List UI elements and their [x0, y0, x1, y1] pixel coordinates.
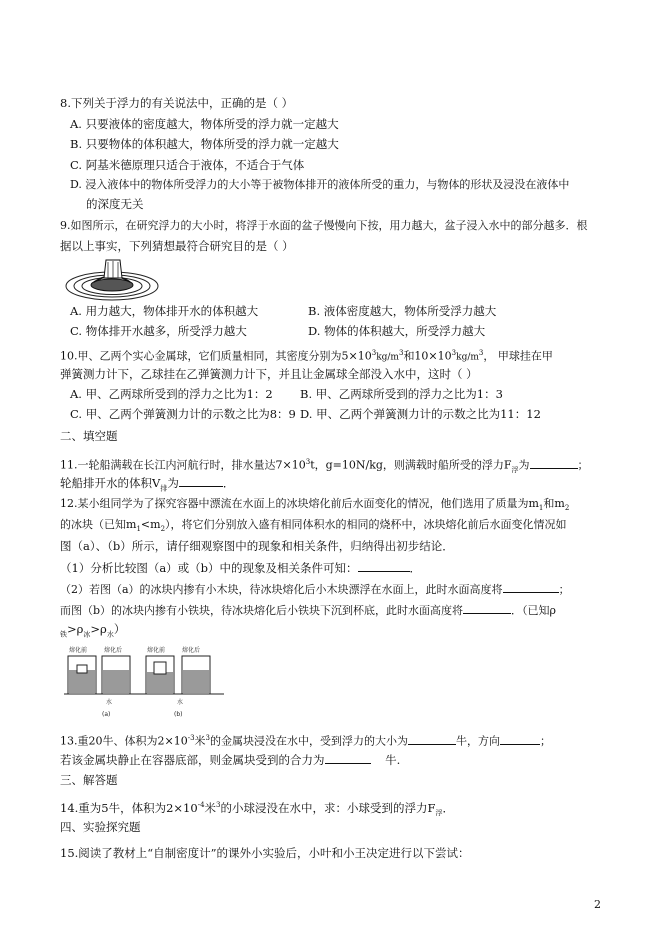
q13-line1: 13.重20牛、体积为$2\times 10^{-3}$米$^3$的金属块浸没在水中，受到浮力的大小为 牛，方向 ；: [60, 730, 551, 750]
q11-blank-buoyancy[interactable]: [530, 456, 578, 469]
ice-melting-figure: [64, 644, 224, 720]
q13-blank-buoyancy[interactable]: [408, 732, 456, 745]
q8-option-d-cont: 的深度无关: [86, 197, 144, 211]
q13-blank-resultant[interactable]: [325, 751, 371, 764]
fig-label-water-b: 水: [177, 699, 184, 706]
fig-label-a-before: 熔化前: [69, 647, 88, 654]
fig-label-a-after: 熔化后: [104, 647, 123, 654]
q8-option-c: C. 阿基米德原理只适合于液体，不适合于气体: [70, 158, 305, 172]
fig-label-b-after: 熔化后: [182, 647, 201, 654]
q9-stem: 9.如图所示，在研究浮力的大小时，将浮于水面的盆子慢慢向下按，用力越大，盆子浸入水中的部分越多．根: [60, 219, 588, 232]
q14-stem: 14.重为5牛，体积为$2\times 10^{-4}$米$^3$的小球浸没在水中，求：小球受到的浮力$F_浮$．: [60, 800, 454, 818]
q12-line5: （2）若图（a）的冰块内掺有小木块，待冰块熔化后小木块漂浮在水面上，此时水面高度将 ；: [60, 580, 570, 598]
q12-blank-wood[interactable]: [503, 580, 559, 593]
q15-stem: 15.阅读了教材上“自制密度计”的课外小实验后，小叶和小王决定进行以下尝试：: [60, 846, 470, 860]
q11-line2: 轮船排开水的体积$V_排$为 ．: [60, 476, 235, 493]
q8-stem: 8.下列关于浮力的有关说法中，正确的是（ ）: [60, 96, 294, 110]
section-fill-in: 二、填空题: [60, 429, 118, 443]
q9-option-b: B. 液体密度越大，物体所受浮力越大: [308, 304, 497, 318]
q13-blank-direction[interactable]: [500, 732, 540, 745]
q10-option-d: D. 甲、乙两个弹簧测力计的示数之比为11：12: [300, 407, 541, 421]
fig-label-b-before: 熔化前: [147, 647, 166, 654]
q12-line2: 的冰块（已知$m_1<m_2$），将它们分别放入盛有相同体积水的相同的烧杯中，冰块熔化前后水面变化情况如: [60, 518, 567, 534]
q8-option-a: A. 只要液体的密度越大，物体所受的浮力就一定越大: [70, 117, 339, 131]
q12-blank-conclusion[interactable]: [358, 559, 410, 572]
q10-option-c: C. 甲、乙两个弹簧测力计的示数之比为8：9: [70, 407, 296, 421]
q10-stem: 10.甲、乙两个实心金属球，它们质量相同，其密度分别为$5\times 10^3kg/m^3$和$10\times 10^3kg/m^3$， 甲球挂在甲: [60, 349, 553, 363]
q9-option-c: C. 物体排开水越多，所受浮力越大: [70, 324, 247, 338]
q13-line2: 若该金属块静止在容器底部，则金属块受到的合力为 牛.: [60, 753, 401, 767]
fig-caption-b: (b): [174, 711, 183, 718]
basin-figure: [64, 258, 164, 304]
q9-option-d: D. 物体的体积越大，所受浮力越大: [308, 324, 486, 338]
q9-option-a: A. 用力越大，物体排开水的体积越大: [70, 304, 259, 318]
q12-line3: 图（a）、（b）所示，请仔细观察图中的现象和相关条件，归纳得出初步结论．: [60, 539, 454, 553]
fig-caption-a: (a): [102, 711, 111, 718]
q11-blank-volume[interactable]: [179, 474, 223, 487]
q12-line7: $_铁>\rho_冰>\rho_水$）: [60, 622, 126, 639]
q10-stem-cont: 弹簧测力计下，乙球挂在乙弹簧测力计下，并且让金属球全部没入水中，这时（ ）: [60, 367, 478, 381]
q10-option-a: A. 甲、乙两球所受到的浮力之比为1：2: [70, 387, 273, 401]
q12-line1: 12.某小组同学为了探究容器中漂流在水面上的冰块熔化前后水面变化的情况，他们选用了质量为$m_1$和$m_2$: [60, 497, 570, 513]
fig-label-water: 水: [106, 699, 113, 706]
q8-option-d: D. 浸入液体中的物体所受浮力的大小等于被物体排开的液体所受的重力，与物体的形状及浸没在液体中: [70, 178, 570, 191]
section-answer: 三、解答题: [60, 773, 118, 787]
q12-blank-iron[interactable]: [463, 601, 511, 614]
q12-line4: （1）分析比较图（a）或（b）中的现象及相关条件可知： ．: [60, 561, 422, 575]
q8-option-b: B. 只要物体的体积越大，物体所受的浮力就一定越大: [70, 137, 339, 151]
q12-line6: 而图（b）的冰块内掺有小铁块，待冰块熔化后小铁块下沉到杯底，此时水面高度将 ．（已知ρ: [60, 601, 556, 619]
page-number: 2: [594, 898, 601, 911]
section-experiment: 四、实验探究题: [60, 820, 141, 834]
q9-stem-cont: 据以上事实，下列猜想最符合研究目的是（ ）: [60, 239, 294, 253]
q11-line1: 11.一轮船满载在长江内河航行时，排水量达$7\times 10^3t$，g=10N/kg，则满载时船所受的浮力$F_浮$为 ；: [60, 454, 589, 478]
q10-option-b: B. 甲、乙两球所受到的浮力之比为1：3: [300, 387, 503, 401]
